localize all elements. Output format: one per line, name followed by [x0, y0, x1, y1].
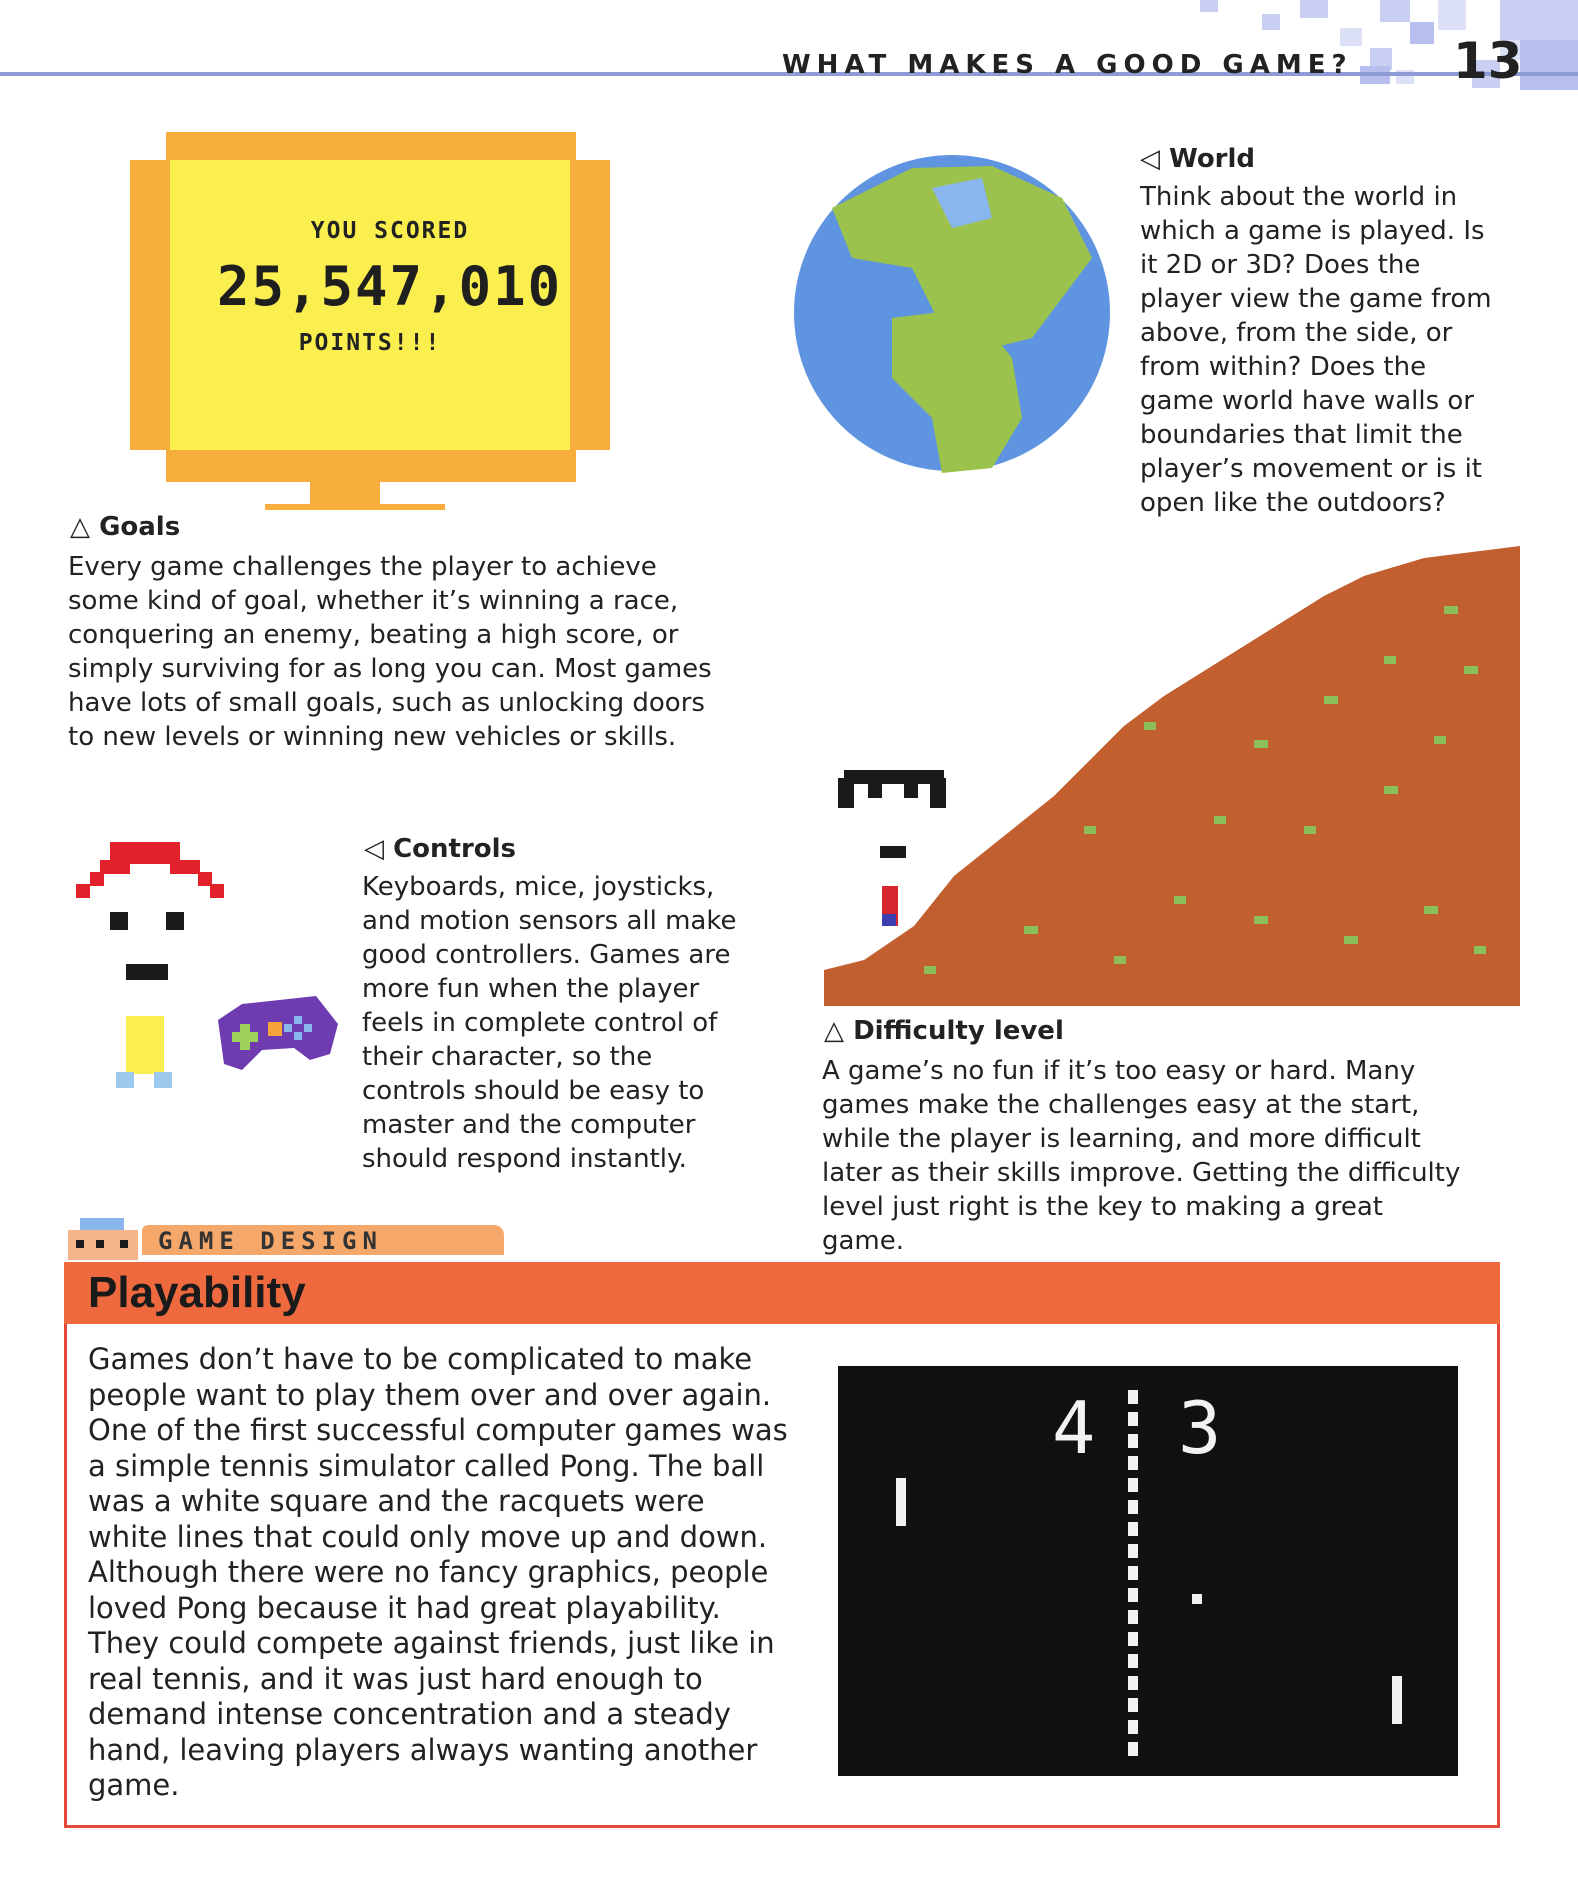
controls-body: Keyboards, mice, joysticks, and motion sensors all make good controllers. Games are more fun when the player feels in complete control of their character, so the controls should be easy to master and the computer should respond instantly. — [362, 872, 737, 1174]
world-heading: ◁ World — [1140, 144, 1256, 174]
pong-score-right: 3 — [1178, 1386, 1222, 1470]
playability-title: Playability — [88, 1268, 306, 1317]
climber-character — [838, 764, 948, 934]
goals-heading: △ Goals — [70, 512, 181, 542]
game-design-label: GAME DESIGN — [158, 1227, 383, 1255]
triangle-up-icon: △ — [70, 512, 90, 542]
pixel-character — [70, 836, 230, 1092]
monitor-line1: YOU SCORED — [310, 218, 470, 244]
page-number: 13 — [1453, 32, 1523, 90]
globe-illustration — [792, 148, 1112, 478]
pong-paddle-right — [1392, 1676, 1402, 1724]
pong-screen — [838, 1366, 1458, 1776]
gamepad-icon — [212, 990, 344, 1080]
playability-body: Games don’t have to be complicated to make people want to play them over and over again. One of the first successful computer games was a simple tennis simulator called Pong. The ball was a white square and the racquets were white lines that could only move up and down. Although there were no fancy graphics, people loved Pong because it had great playability. They could compete against friends, just like in real tennis, and it was just hard enough to demand intense concentration and a steady hand, leaving players always wanting another game. — [88, 1342, 788, 1802]
triangle-up-icon: △ — [824, 1016, 844, 1046]
difficulty-heading: △ Difficulty level — [824, 1016, 1064, 1046]
triangle-left-icon: ◁ — [364, 834, 384, 864]
triangle-left-icon: ◁ — [1140, 144, 1160, 174]
goals-body: Every game challenges the player to achieve some kind of goal, whether it’s winning a race, conquering an enemy, beating a high score, or simply surviving for as long you can. Most games have lots of small goals, such as unlocking doors to new levels or winning new vehicles or skills. — [68, 552, 712, 752]
controls-heading: ◁ Controls — [364, 834, 517, 864]
pong-score-left: 4 — [1052, 1386, 1096, 1470]
monitor-score: 25,547,010 — [217, 255, 563, 318]
difficulty-body: A game’s no fun if it’s too easy or hard. Many games make the challenges easy at the start, while the player is learning, and more difficult later as their skills improve. Getting the difficulty level just right is the key to making a great game. — [822, 1056, 1461, 1256]
chapter-title: WHAT MAKES A GOOD GAME? — [782, 50, 1353, 80]
game-design-mascot-icon — [64, 1212, 144, 1260]
monitor-stand — [310, 482, 380, 504]
pong-net — [1128, 1390, 1138, 1764]
monitor-line2: POINTS!!! — [298, 330, 442, 356]
world-body: Think about the world in which a game is played. Is it 2D or 3D? Does the player view the game from above, from the side, or from within? Does the game world have walls or boundaries that limit the player’s movement or is it open like the outdoors? — [1140, 182, 1492, 518]
pong-ball — [1192, 1594, 1202, 1604]
pong-paddle-left — [896, 1478, 906, 1526]
